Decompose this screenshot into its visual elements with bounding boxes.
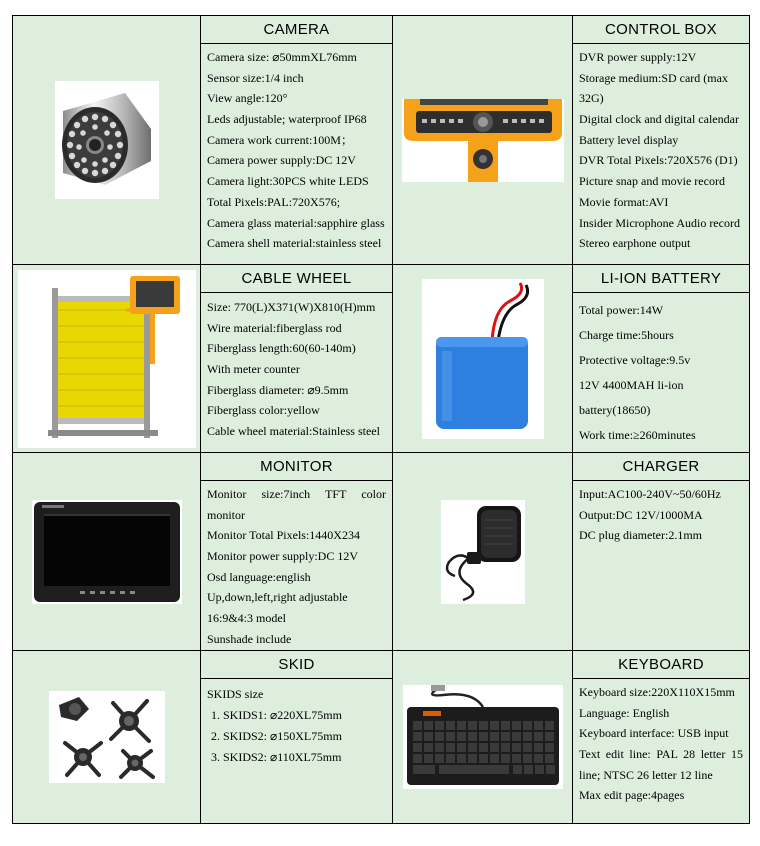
spec-line: Total power:14W xyxy=(579,303,664,317)
spec-line: Up,down,left,right adjustable xyxy=(207,590,348,605)
list-item: 1. SKIDS1: ⌀220XL75mm xyxy=(223,705,386,726)
spec-line: Text edit line: PAL 28 letter 15 xyxy=(579,747,743,762)
spec-line: Wire material:fiberglass rod xyxy=(207,320,342,335)
spec-line: Picture snap and movie record xyxy=(579,174,725,189)
skid-specs xyxy=(201,651,392,823)
spec-line: Fiberglass length:60(60-140m) xyxy=(207,341,356,356)
skid-list xyxy=(207,705,386,768)
spec-line: Battery level display xyxy=(579,132,679,147)
spec-line: Osd language:english xyxy=(207,569,311,584)
control-box-specs xyxy=(573,16,749,264)
spec-line: Fiberglass color:yellow xyxy=(207,403,320,418)
spec-line: Charge time:5hours xyxy=(579,328,674,342)
battery-title: LI-ION BATTERY xyxy=(573,265,749,293)
spec-line: Sensor size:1/4 inch xyxy=(207,70,304,85)
charger-title: CHARGER xyxy=(573,453,749,481)
monitor-photo-cell xyxy=(13,453,200,650)
spec-line: Max edit page:4pages xyxy=(579,788,685,803)
spec-line: Work time:≥260minutes xyxy=(579,428,696,442)
spec-line: Leds adjustable; waterproof IP68 xyxy=(207,112,367,127)
cable-wheel-specs xyxy=(201,265,392,452)
keyboard-specs xyxy=(573,651,749,823)
spec-line: Camera light:30PCS white LEDS xyxy=(207,174,369,189)
skid-intro: SKIDS size xyxy=(207,687,264,701)
control-box-photo-cell xyxy=(393,16,572,264)
spec-line: Camera power supply:DC 12V xyxy=(207,153,356,168)
spec-line: Input:AC100-240V~50/60Hz xyxy=(579,487,721,501)
list-item: 3. SKIDS2: ⌀110XL75mm xyxy=(223,747,386,768)
monitor-photo xyxy=(32,500,182,604)
cable-wheel-title: CABLE WHEEL xyxy=(201,265,392,293)
camera-head-photo xyxy=(55,81,159,199)
spec-line: DVR power supply:12V xyxy=(579,50,697,64)
spec-line: Language: English xyxy=(579,705,670,720)
camera-photo-cell xyxy=(13,16,200,264)
spec-line: Sunshade include xyxy=(207,631,292,646)
spec-line: monitor xyxy=(207,507,245,522)
camera-title: CAMERA xyxy=(201,16,392,44)
cable-wheel-photo-cell xyxy=(13,265,200,452)
battery-photo-cell xyxy=(393,265,572,452)
spec-line: Monitor Total Pixels:1440X234 xyxy=(207,528,360,543)
spec-line: With meter counter xyxy=(207,362,300,377)
spec-line: Digital clock and digital calendar xyxy=(579,112,739,127)
keyboard-photo-cell xyxy=(393,651,572,823)
spec-line: Fiberglass diameter: ⌀9.5mm xyxy=(207,382,349,397)
control-box-photo xyxy=(402,99,564,182)
spec-line: DVR Total Pixels:720X576 (D1) xyxy=(579,153,738,168)
monitor-specs xyxy=(201,453,392,650)
skids-photo xyxy=(49,691,165,783)
battery-pack-photo xyxy=(422,279,544,439)
spec-line: Camera size: ⌀50mmXL76mm xyxy=(207,50,357,64)
spec-line: View angle:120° xyxy=(207,91,288,106)
spec-line: 32G) xyxy=(579,91,604,106)
spec-line: Size: 770(L)X371(W)X810(H)mm xyxy=(207,300,376,314)
spec-line: Camera shell material:stainless steel xyxy=(207,236,382,251)
skid-photo-cell xyxy=(13,651,200,823)
spec-line: DC plug diameter:2.1mm xyxy=(579,528,702,543)
keyboard-title: KEYBOARD xyxy=(573,651,749,679)
skid-title: SKID xyxy=(201,651,392,679)
spec-line: Total Pixels:PAL:720X576; xyxy=(207,194,341,209)
spec-line: Monitor power supply:DC 12V xyxy=(207,549,358,564)
spec-line: Storage medium:SD card (max xyxy=(579,70,728,85)
spec-line: 16:9&4:3 model xyxy=(207,611,286,626)
charger-specs xyxy=(573,453,749,650)
spec-line: 12V 4400MAH li-ion xyxy=(579,378,684,392)
spec-line: Output:DC 12V/1000MA xyxy=(579,507,703,522)
battery-specs xyxy=(573,265,749,452)
spec-line: Keyboard size:220X110X15mm xyxy=(579,685,735,699)
spec-line: Camera work current:100M； xyxy=(207,132,353,147)
charger-photo xyxy=(441,500,525,604)
spec-line: Movie format:AVI xyxy=(579,194,669,209)
spec-line: Protective voltage:9.5v xyxy=(579,353,691,367)
spec-table xyxy=(12,15,750,824)
spec-line: Camera glass material:sapphire glass xyxy=(207,215,385,230)
cable-reel-photo xyxy=(18,270,196,448)
spec-line: battery(18650) xyxy=(579,403,651,417)
spec-line: line; NTSC 26 letter 12 line xyxy=(579,767,713,782)
list-item: 2. SKIDS2: ⌀150XL75mm xyxy=(223,726,386,747)
charger-photo-cell xyxy=(393,453,572,650)
control-box-title: CONTROL BOX xyxy=(573,16,749,44)
spec-line: Insider Microphone Audio record xyxy=(579,215,740,230)
spec-line: Monitor size:7inch TFT color xyxy=(207,487,386,501)
spec-line: Keyboard interface: USB input xyxy=(579,726,729,741)
spec-line: Cable wheel material:Stainless steel xyxy=(207,424,380,439)
camera-specs xyxy=(201,16,392,264)
spec-line: Stereo earphone output xyxy=(579,236,691,251)
monitor-title: MONITOR xyxy=(201,453,392,481)
keyboard-photo xyxy=(403,685,563,789)
